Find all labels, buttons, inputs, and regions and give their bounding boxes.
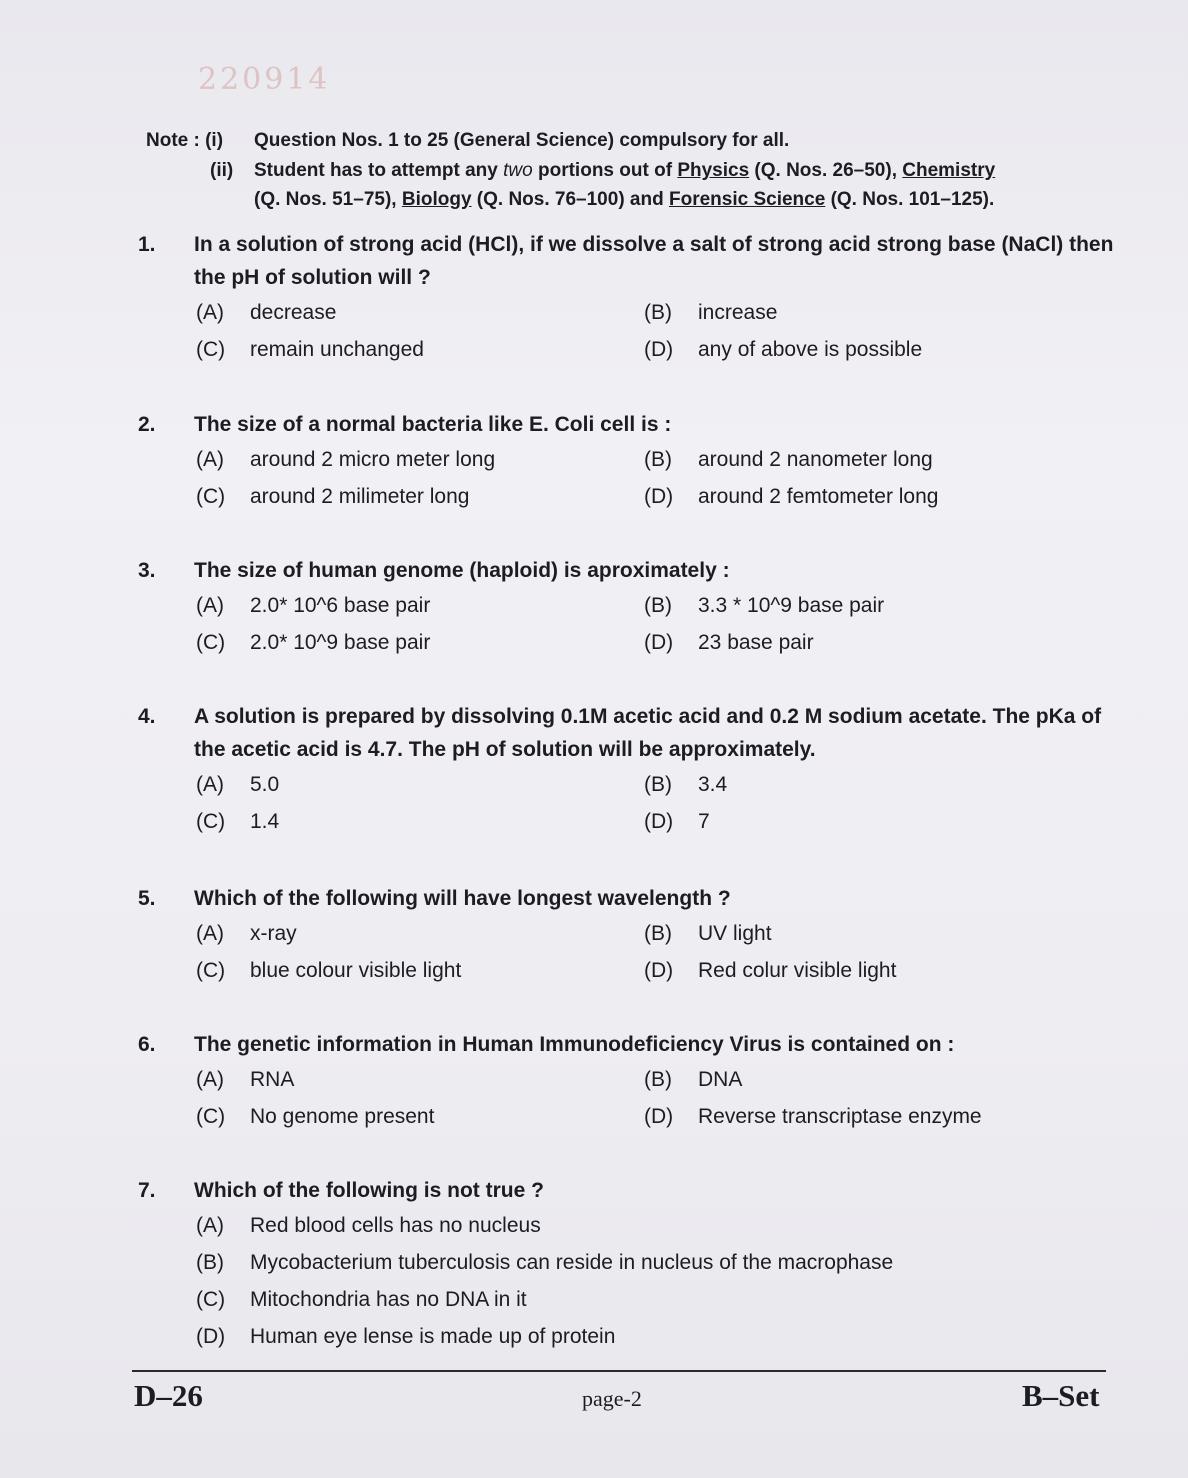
- option-key: (A): [196, 301, 224, 324]
- option-key: (B): [644, 1068, 672, 1091]
- option-a: [196, 1207, 1096, 1244]
- question-text: The genetic information in Human Immunodeficiency Virus is contained on :: [194, 1033, 955, 1056]
- option-text: blue colour visible light: [250, 959, 462, 982]
- option-key: (D): [644, 959, 674, 982]
- option-d: [644, 1098, 1084, 1135]
- biology-range: (Q. Nos. 76–100) and: [476, 189, 664, 210]
- option-b: [644, 915, 1084, 952]
- question-4: [138, 700, 1128, 840]
- question-number: 6.: [138, 1033, 156, 1056]
- note-item-2-label: (ii): [210, 160, 234, 181]
- option-key: (D): [644, 810, 674, 833]
- option-text: 3.4: [698, 773, 728, 796]
- biology-label: Biology: [401, 189, 472, 210]
- option-a: [196, 766, 644, 803]
- option-text: Mitochondria has no DNA in it: [250, 1288, 527, 1311]
- paper-code: D–26: [134, 1378, 203, 1413]
- option-key: (D): [644, 338, 674, 361]
- option-key: (A): [196, 1214, 224, 1237]
- option-b: [644, 294, 1084, 331]
- question-text: The size of a normal bacteria like E. Coli cell is :: [194, 413, 672, 436]
- note-row-3: [146, 186, 1126, 214]
- option-text: 5.0: [250, 773, 280, 796]
- option-b: [644, 1061, 1084, 1098]
- option-d: [644, 952, 1084, 989]
- option-key: (A): [196, 773, 224, 796]
- option-b: [644, 441, 1084, 478]
- option-key: (B): [196, 1251, 224, 1274]
- forensic-range: (Q. Nos. 101–125).: [830, 189, 995, 210]
- question-7: [138, 1174, 1128, 1355]
- option-key: (A): [196, 594, 224, 617]
- option-text: 2.0* 10^9 base pair: [250, 631, 431, 654]
- option-key: (D): [644, 485, 674, 508]
- note-item-1: Question Nos. 1 to 25 (General Science) compulsory for all.: [254, 130, 790, 151]
- question-text: Which of the following is not true ?: [194, 1179, 544, 1202]
- option-text: DNA: [698, 1068, 743, 1091]
- physics-label: Physics: [677, 160, 750, 181]
- note-text-two: two: [503, 160, 533, 181]
- option-key: (A): [196, 448, 224, 471]
- option-text: x-ray: [250, 922, 297, 945]
- option-key: (B): [644, 594, 672, 617]
- option-c: [196, 803, 644, 840]
- set-label: B–Set: [1022, 1378, 1100, 1413]
- option-text: remain unchanged: [250, 338, 424, 361]
- option-key: (C): [196, 1288, 226, 1311]
- question-text: Which of the following will have longest wavelength ?: [194, 887, 731, 910]
- option-key: (B): [644, 922, 672, 945]
- note-item-2: [254, 156, 1126, 186]
- option-text: around 2 milimeter long: [250, 485, 470, 508]
- chemistry-range: (Q. Nos. 51–75),: [254, 189, 397, 210]
- option-text: 2.0* 10^6 base pair: [250, 594, 431, 617]
- question-number: 1.: [138, 233, 156, 256]
- note-label: Note : (i): [146, 130, 224, 151]
- question-text: A solution is prepared by dissolving 0.1M acetic acid and 0.2 M sodium acetate. The pKa of the acetic acid is 4.7. The pH of solution will be approximately.: [194, 705, 1102, 761]
- option-c: [196, 331, 644, 368]
- option-a: [196, 294, 644, 331]
- option-a: [196, 1061, 644, 1098]
- option-key: (D): [644, 631, 674, 654]
- option-text: around 2 nanometer long: [698, 448, 933, 471]
- option-key: (C): [196, 810, 226, 833]
- option-d: [196, 1318, 1096, 1355]
- option-key: (C): [196, 485, 226, 508]
- question-number: 4.: [138, 705, 156, 728]
- option-text: any of above is possible: [698, 338, 923, 361]
- note-text-b: portions out of: [538, 160, 673, 181]
- footer-divider: [132, 1370, 1106, 1372]
- option-d: [644, 331, 1084, 368]
- option-d: [644, 803, 1084, 840]
- option-key: (D): [644, 1105, 674, 1128]
- option-text: No genome present: [250, 1105, 435, 1128]
- question-number: 2.: [138, 413, 156, 436]
- option-key: (C): [196, 338, 226, 361]
- option-d: [644, 624, 1084, 661]
- option-key: (A): [196, 922, 224, 945]
- option-text: Human eye lense is made up of protein: [250, 1325, 616, 1348]
- option-key: (B): [644, 773, 672, 796]
- option-c: [196, 1098, 644, 1135]
- option-c: [196, 1281, 1096, 1318]
- question-number: 5.: [138, 887, 156, 910]
- question-6: [138, 1028, 1128, 1135]
- option-text: around 2 micro meter long: [250, 448, 496, 471]
- option-key: (D): [196, 1325, 226, 1348]
- option-c: [196, 478, 644, 515]
- option-key: (B): [644, 301, 672, 324]
- option-text: Mycobacterium tuberculosis can reside in nucleus of the macrophase: [250, 1251, 894, 1274]
- option-text: decrease: [250, 301, 337, 324]
- option-text: Reverse transcriptase enzyme: [698, 1105, 982, 1128]
- option-text: Red blood cells has no nucleus: [250, 1214, 541, 1237]
- option-key: (A): [196, 1068, 224, 1091]
- question-5: [138, 882, 1128, 989]
- question-3: [138, 554, 1128, 661]
- option-c: [196, 624, 644, 661]
- option-b: [644, 587, 1084, 624]
- note-text-a: Student has to attempt any: [254, 160, 498, 181]
- option-text: 23 base pair: [698, 631, 814, 654]
- option-text: 1.4: [250, 810, 280, 833]
- option-a: [196, 441, 644, 478]
- option-text: 7: [698, 810, 710, 833]
- forensic-label: Forensic Science: [668, 189, 826, 210]
- question-2: [138, 408, 1128, 515]
- option-text: RNA: [250, 1068, 295, 1091]
- option-text: Red colur visible light: [698, 959, 897, 982]
- question-1: [138, 228, 1128, 368]
- option-a: [196, 587, 644, 624]
- option-key: (C): [196, 959, 226, 982]
- question-number: 3.: [138, 559, 156, 582]
- option-text: increase: [698, 301, 778, 324]
- paper-code-stamp: 220914: [198, 62, 331, 97]
- question-text: In a solution of strong acid (HCl), if we dissolve a salt of strong acid strong base (NaCl) then the pH of solution will ?: [194, 233, 1114, 289]
- option-key: (C): [196, 1105, 226, 1128]
- question-text: The size of human genome (haploid) is aproximately :: [194, 559, 730, 582]
- option-b: [644, 766, 1084, 803]
- page-number: page-2: [582, 1386, 642, 1411]
- chemistry-label: Chemistry: [902, 160, 996, 181]
- option-d: [644, 478, 1084, 515]
- note-row-1: [146, 126, 1126, 156]
- option-text: UV light: [698, 922, 772, 945]
- option-key: (C): [196, 631, 226, 654]
- option-text: around 2 femtometer long: [698, 485, 939, 508]
- question-number: 7.: [138, 1179, 156, 1202]
- option-text: 3.3 * 10^9 base pair: [698, 594, 885, 617]
- instructions-note: [146, 126, 1126, 214]
- option-a: [196, 915, 644, 952]
- option-c: [196, 952, 644, 989]
- option-key: (B): [644, 448, 672, 471]
- option-b: [196, 1244, 1096, 1281]
- physics-range: (Q. Nos. 26–50),: [754, 160, 897, 181]
- note-row-2: [146, 156, 1126, 186]
